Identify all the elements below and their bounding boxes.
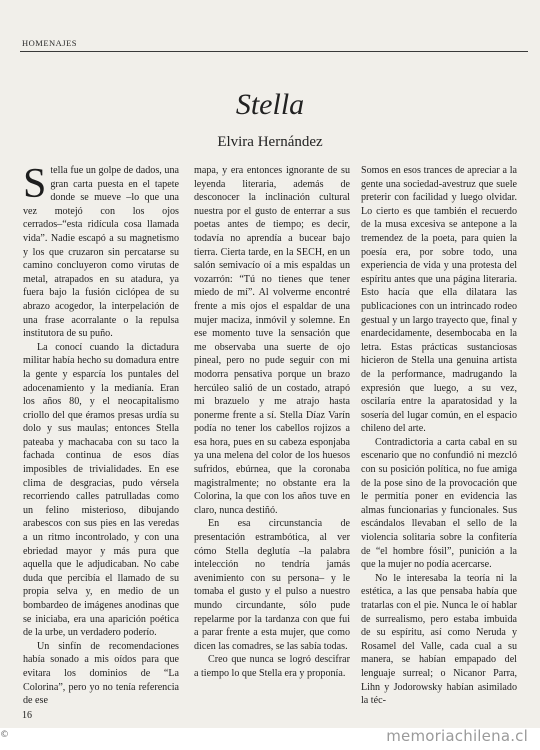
- paragraph: tella fue un golpe de dados, una gran carta puesta en el tapete donde se mueve –lo que una vez motejó con los ojos cerrados–“esta ridícula cosa llamada vida”. Nadie escapó a su magnetismo y los que cruzaron sin percatarse su camino concluyeron como virutas de metal, atrapados en su atadura, ya fuera bajo la fusión ciclópea de su abrazo acogedor, la interpelación de una frase acorralante o la repulsa institutora de su puño.: [23, 165, 179, 340]
- paragraph: Un sinfín de recomendaciones había sonado a mis oídos para que evitara los dominios de “La Colorina”, pero yo no tenía referencia de ese: [23, 640, 179, 707]
- header-rule: [20, 51, 528, 52]
- watermark-logo: memoriachilena.cl: [386, 727, 528, 745]
- text-column-1: [23, 161, 179, 708]
- text-column-2: [194, 164, 350, 681]
- article-title: Stella: [235, 88, 305, 121]
- paragraph: La conocí cuando la dictadura militar había hecho su domadura entre la gente y esparcía los puntales del adocenamiento y la medianía. Eran los años 80, y el neocapitalismo criollo del que éramos presas urdía su dolo y sus maulas; entonces Stella pateaba y machacaba con su taco la fachada continua de esos días imposibles de trivialidades. En ese clima de desgracias, pudo vérsela recorriendo calles patrulladas como un felino misterioso, dibujando arabescos con sus pies en las veredas a un ritmo incontrolado, y con una ebriedad mayor y más pura que aquella que le adjudicaban. No cabe duda que percibía el llamado de su propia selva y, en medio de un bombardeo de imágenes anodinas que se iniciaba, era una aparición poética de la urbe, un verdadero poderío.: [23, 341, 179, 639]
- paragraph: No le interesaba la teoría ni la estética, a las que pensaba había que tratarlas con el pie. Nunca le oí hablar de surrealismo, pero estaba imbuida de su espíritu, así como Neruda y Rosamel del Valle, cada cual a su manera, se habían empapado del lenguaje surreal; o Nicanor Parra, Lihn y Jodorowsky habían asimilado la téc-: [361, 572, 517, 707]
- paragraph: Contradictoria a carta cabal en su escenario que no confundió ni mezcló con su posición política, no fue amiga de la pose sino de la provocación que le permitía poner en evidencia las almas funcionarias y funcionales. Sus escándalos llevaban el sello de la violencia solitaria sobre la confitería de “el hombre fósil”, punición a la que la mujer no podía acercarse.: [361, 436, 517, 571]
- paragraph: Somos en esos trances de apreciar a la gente una sociedad-avestruz que suele preterir con facilidad y luego olvidar. Lo cierto es que también el recuerdo de la musa excesiva se antepone a la tremendez de la poeta, para quien la poesía era, por sobre todo, una experiencia de vida y una protesta del espíritu antes que una página literaria. Esto hacía que ella dilatara las publicaciones con un intrincado rodeo gestual y un largo trayecto que, final y enardecidamente, desembocaba en la letra. Estas prácticas sustanciosas hicieron de Stella una genuina artista de la performance, madrugando la expresión que luego, a su vez, oscilaría entre la aparatosidad y la sosería del lugar común, en el espacio chileno del arte.: [361, 165, 517, 435]
- copyright-icon: ©: [0, 730, 9, 740]
- paragraph: Creo que nunca se logró descifrar a tiempo lo que Stella era y proponía.: [194, 654, 350, 679]
- page-number: 16: [22, 710, 32, 721]
- article-author: Elvira Hernández: [217, 134, 323, 150]
- paragraph: mapa, y era entonces ignorante de su leyenda literaria, además de desconocer la inclinación cultural nuestra por el gusto de enterrar a sus poetas antes de tiempo; es decir, todavía no aprendía a bucear bajo tierra. Cierta tarde, en la SECH, en un salón semivacío oí a mis espaldas un vozarrón: “Tú no tienes que tener miedo de mí”. Al volverme encontré frente a mis ojos el espaldar de una mujer maciza, inmóvil y solemne. En ese momento tuve la sensación que me observaba una suerte de ojo pineal, pero no pude seguir con mi modorra pensativa porque un brazo hercúleo salió de un costado, atrapó mi brazuelo y me atrajo hasta ponerme frente a sí. Stella Díaz Varín podía no tener los cabellos rojizos a esa hora, pues en su cabeza esponjaba ya una melena del color de los huesos sufridos, ebúrnea, que la coronaba magistralmente; no obstante era la Colorina, la que con los años tuve en claro, nunca destiñó.: [194, 165, 350, 516]
- paragraph: En esa circunstancia de presentación estrambótica, al ver cómo Stella deglutía –la palabra intelección no tendría jamás avenimiento con su persona– y le tomaba el gusto y el pulso a nuestro mundo circundante, sólo pude repelarme por la tardanza con que fui a parar frente a esta mujer, que como dicen las comadres, se las sabía todas.: [194, 518, 350, 652]
- drop-cap: S: [23, 161, 47, 207]
- text-column-3: [361, 164, 517, 708]
- section-header: HOMENAJES: [22, 38, 78, 48]
